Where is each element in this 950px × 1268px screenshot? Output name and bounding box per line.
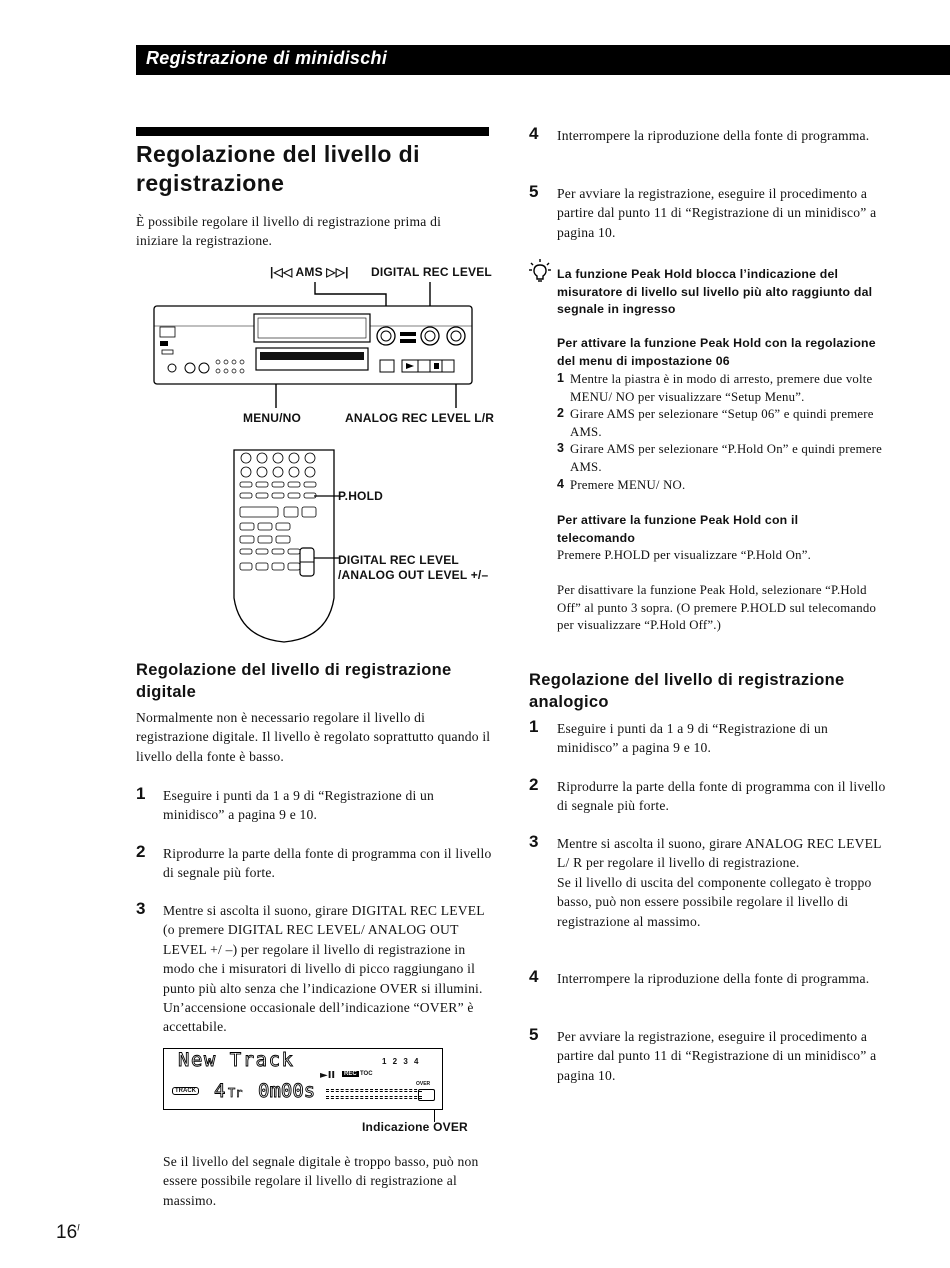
tip-step-2-text: Girare AMS per selezionare “Setup 06” e quindi premere AMS. [570,407,874,439]
analog-step-1-text: Eseguire i punti da 1 a 9 di “Registrazione di un minidisco” a pagina 9 e 10. [557,721,829,756]
label-digital-rec-remote: DIGITAL REC LEVEL [338,553,459,567]
tip-step-1-text: Mentre la piastra è in modo di arresto, premere due volte MENU/ NO per visualizzare “Setup Menu”. [570,372,873,404]
label-ams: |◁◁ AMS ▷▷| [270,265,349,279]
tip-disable-text: Per disattivare la funzione Peak Hold, selezionare “P.Hold Off” al punto 3 sopra. (O premere P.HOLD sul telecomando per visualizzare “P.Hold Off”.) [557,583,877,633]
right-step-4-text: Interrompere la riproduzione della fonte di programma. [557,128,870,143]
analog-step-4-num: 4 [529,967,539,986]
digital-step-3-text: Mentre si ascolta il suono, girare DIGITAL REC LEVEL (o premere DIGITAL REC LEVEL/ ANALOG OUT LEVEL +/ –) per regolare il livello di registrazione in modo che i misuratori di livello di picco raggiungano il punto più alto senza che l’indicazione OVER si illumini. Un’accensione occasionale dell’indicazione “OVER” è accettabile. [163,903,485,1035]
remote-illustration [228,448,344,646]
analog-step-5-num: 5 [529,1025,539,1044]
display-track-unit: Tr [228,1086,243,1100]
right-step-5-num: 5 [529,182,539,201]
lightbulb-icon [529,259,551,283]
md-deck-illustration [150,280,490,410]
analog-step-3-text: Mentre si ascolta il suono, girare ANALOG REC LEVEL L/ R per regolare il livello di registrazione. Se il livello di uscita del componente collegato è troppo basso, può non essere possibile regolare il livello di registrazione al massimo. [557,836,882,929]
display-track-num: 4 [214,1080,226,1102]
page-title: Regolazione del livello di registrazione [136,141,420,196]
analog-section-heading: Regolazione del livello di registrazione analogico [529,671,845,711]
analog-step-2-text: Riprodurre la parte della fonte di programma con il livello di segnale più forte. [557,779,886,814]
label-phold: P.HOLD [338,489,383,503]
analog-step-1-num: 1 [529,717,539,736]
analog-step-3-num: 3 [529,832,539,851]
analog-step-4-text: Interrompere la riproduzione della fonte di programma. [557,971,870,986]
tip-remote-heading: Per attivare la funzione Peak Hold con il telecomando [557,513,799,545]
over-indicator-highlight [418,1089,435,1101]
right-step-4-num: 4 [529,124,539,143]
analog-step-5-text: Per avviare la registrazione, eseguire il procedimento a partire dal punto 11 di “Registrazione di un minidisco” a pagina 10. [557,1029,877,1083]
display-toc: TOC [360,1071,373,1077]
level-meter [326,1089,422,1092]
display-rec-badge: REC [344,1071,357,1077]
page-number-suffix: I [77,1222,80,1233]
display-over: OVER [416,1081,431,1087]
digital-note: Se il livello del segnale digitale è troppo basso, può non essere possibile regolare il livello di registrazione al massimo. [163,1154,479,1208]
tip-step-3-text: Girare AMS per selezionare “P.Hold On” e quindi premere AMS. [570,442,882,474]
title-rule [136,127,489,136]
tip-heading: La funzione Peak Hold blocca l’indicazione del misuratore di livello sul livello più alto raggiunto dal segnale in ingresso [557,267,873,317]
digital-section-heading: Regolazione del livello di registrazione digitale [136,661,452,701]
intro-text: È possibile regolare il livello di registrazione prima di iniziare la registrazione. [136,214,442,249]
display-caption: Indicazione OVER [362,1120,468,1134]
digital-section-intro: Normalmente non è necessario regolare il livello di registrazione digitale. Il livello è regolato soprattutto quando il livello della fonte è basso. [136,710,491,764]
digital-step-2-num: 2 [136,842,146,861]
page-number [56,1222,80,1244]
play-pause-icon: ►II [320,1070,336,1081]
label-menu-no: MENU/NO [243,411,302,425]
label-analog-out-level: /ANALOG OUT LEVEL +/– [338,568,489,582]
tip-step-2-num: 2 [557,406,564,420]
digital-step-3-num: 3 [136,899,146,918]
page-number-value: 16 [56,1222,78,1243]
tip-step-4-num: 4 [557,477,564,491]
analog-step-2-num: 2 [529,775,539,794]
header-title: Registrazione di minidischi [146,48,388,68]
digital-step-2-text: Riprodurre la parte della fonte di programma con il livello di segnale più forte. [163,846,492,881]
tip-remote-text: Premere P.HOLD per visualizzare “P.Hold On”. [557,548,812,562]
right-step-5-text: Per avviare la registrazione, eseguire il procedimento a partire dal punto 11 di “Registrazione di un minidisco” a pagina 10. [557,186,877,240]
display-track-badge: TRACK [172,1087,199,1095]
tip-step-4-text: Premere MENU/ NO. [570,478,686,492]
label-analog-rec-level: ANALOG REC LEVEL L/R [345,411,495,425]
tip-step-1-num: 1 [557,371,564,385]
level-meter [326,1096,422,1099]
display-time: 0m00s [258,1080,316,1102]
display-new-track: New Track [178,1049,295,1071]
digital-step-1-text: Eseguire i punti da 1 a 9 di “Registrazione di un minidisco” a pagina 9 e 10. [163,788,435,823]
display-track-numbers: 1 2 3 4 [382,1057,421,1066]
tip-step-3-num: 3 [557,441,564,455]
label-digital-rec-level: DIGITAL REC LEVEL [371,265,492,279]
tip-menu-heading: Per attivare la funzione Peak Hold con la regolazione del menu di impostazione 06 [557,336,876,368]
md-display-illustration [163,1048,443,1110]
digital-step-1-num: 1 [136,784,146,803]
